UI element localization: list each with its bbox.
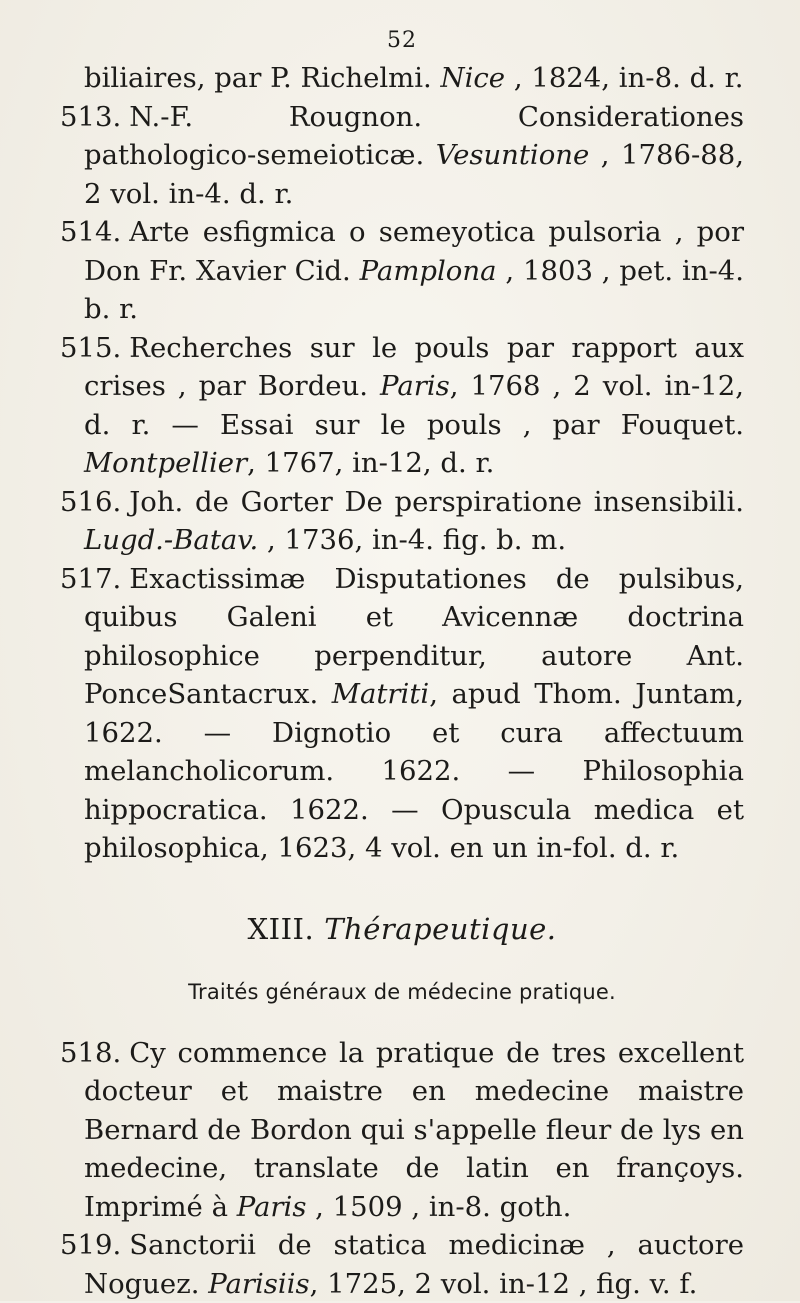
entry-text: , 1509 , in-8. goth. [306,1191,571,1223]
entry-text: , 1767, in-12, d. r. [247,447,494,479]
entry-number: 516. [60,486,121,518]
entry-text: , 1803 , pet. in-4. b. r. [84,255,744,326]
entry-text: biliaires, par P. Richelmi. [84,62,441,94]
catalogue-entry [60,213,744,329]
subsection-heading: Traités généraux de médecine pratique. [60,980,744,1004]
entry-place-italic: Nice [441,62,506,94]
entry-number: 519. [60,1229,121,1261]
entry-place-italic: Paris [380,370,450,402]
section-heading [60,912,744,946]
section-title: Thérapeutique. [324,912,556,946]
entry-text: Arte esfigmica o semeyotica pulsoria , por Don Fr. Xavier Cid. [84,216,744,287]
page-number: 52 [60,28,744,53]
entry-text: , apud Thom. Juntam, 1622. — Dignotio et cura affectuum melancholicorum. 1622. — Philosophia hippocratica. 1622. — Opuscula medica et philosophica, 1623, 4 vol. en un in-fol. d. r. [84,678,744,864]
entry-text: , 1768 , 2 vol. in-12, d. r. — Essai sur le pouls , par Fouquet. [84,370,744,441]
catalogue-entry [60,59,744,98]
entry-text: , 1725, 2 vol. in-12 , fig. v. f. [310,1268,698,1300]
catalogue-entry [60,483,744,560]
catalogue-entry [60,98,744,214]
entry-place-italic: Paris [237,1191,307,1223]
entry-place-italic: Matriti [332,678,429,710]
entry-text: Cy commence la pratique de tres excellent docteur et maistre en medecine maistre Bernard de Bordon qui s'appelle fleur de lys en medecine, translate de latin en françoys. Imprimé à [84,1037,744,1223]
entry-text: , 1786-88, 2 vol. in-4. d. r. [84,139,744,210]
entry-place-italic: Pamplona [360,255,497,287]
entry-text: , 1736, in-4. fig. b. m. [258,524,566,556]
entry-text: Recherches sur le pouls par rapport aux crises , par Bordeu. [84,332,744,403]
entry-number: 518. [60,1037,121,1069]
entry-text: Exactissimæ Disputationes de pulsibus, quibus Galeni et Avicennæ doctrina philosophice perpenditur, autore Ant. PonceSantacrux. [84,563,744,711]
entry-number: 515. [60,332,121,364]
entry-number: 514. [60,216,121,248]
entry-text: Joh. de Gorter De perspiratione insensibili. [129,486,744,518]
section-number: XIII. [247,912,314,946]
entry-place-italic: Montpellier [84,447,247,479]
entry-place-italic: Lugd.-Batav. [84,524,258,556]
entry-text: , 1824, in-8. d. r. [505,62,743,94]
entry-number: 517. [60,563,121,595]
entry-place-italic: Parisiis [208,1268,309,1300]
catalogue-entry [60,560,744,868]
entry-number: 513. [60,101,121,133]
catalogue-entry [60,1226,744,1303]
catalogue-entries-after [60,1034,744,1303]
entry-text: Sanctorii de statica medicinæ , auctore Noguez. [84,1229,744,1300]
catalogue-entries-before [60,59,744,868]
catalogue-entry [60,329,744,483]
entry-place-italic: Vesuntione [436,139,590,171]
entry-text: N.-F. Rougnon. Considerationes pathologico-semeioticæ. [84,101,744,172]
catalogue-entry [60,1034,744,1227]
